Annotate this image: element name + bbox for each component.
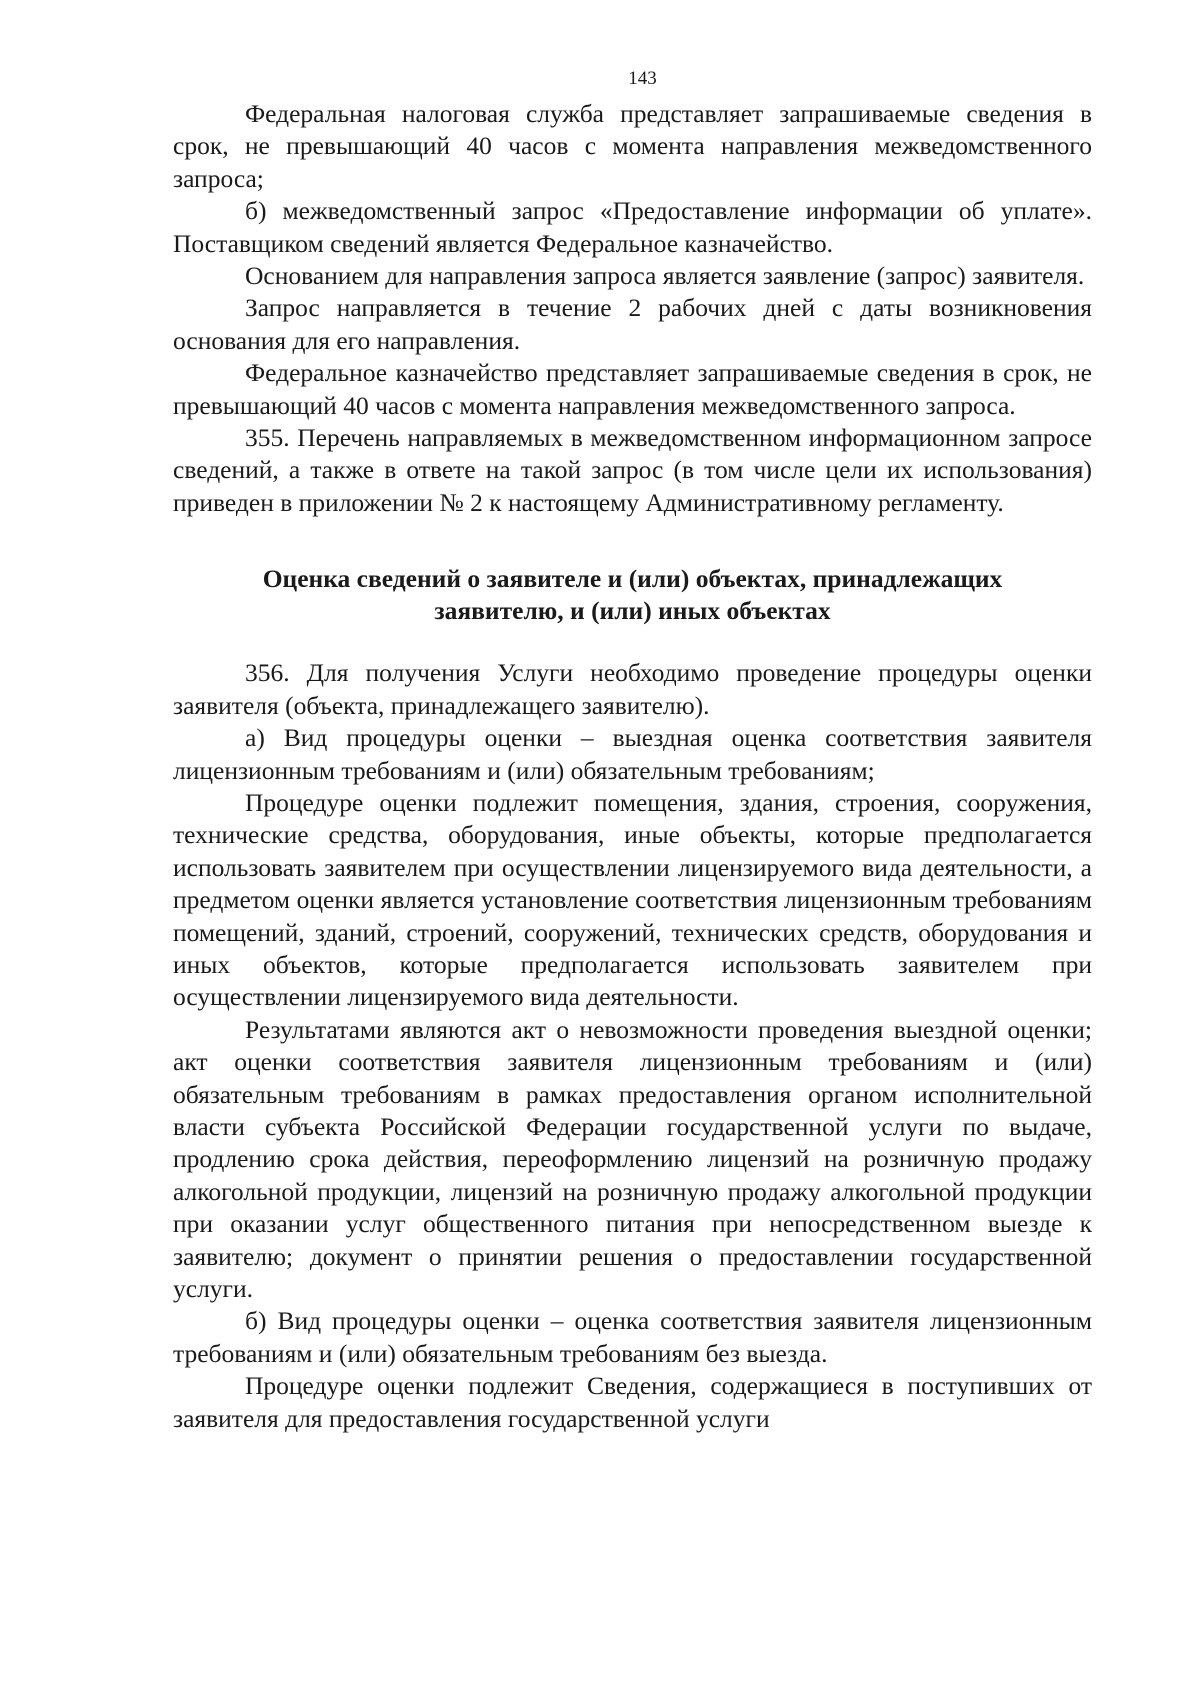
section-heading bbox=[173, 563, 1092, 627]
paragraph-assessment-subject: Процедуре оценки подлежит помещения, здания, строения, сооружения, технические средства, оборудования, иные объекты, которые предполагается использовать заявителем при осуществлении лицензируемого вида деятельности, а предметом оценки является установление соответствия лицензионным требованиям помещений, зданий, строений, сооружений, технических средств, оборудования и иных объектов, которые предполагается использовать заявителем при осуществлении лицензируемого вида деятельности. bbox=[173, 787, 1092, 1012]
paragraph-item-355: 355. Перечень направляемых в межведомственном информационном запросе сведений, а также в ответе на такой запрос (в том числе цели их использования) приведен в приложении № 2 к настоящему Административному регламенту. bbox=[173, 423, 1092, 517]
paragraph-assessment-b: б) Вид процедуры оценки – оценка соответствия заявителя лицензионным требованиям и (или) обязательным требованиям без выезда. bbox=[173, 1306, 1092, 1368]
paragraph-treasury-deadline: Федеральное казначейство представляет запрашиваемые сведения в срок, не превышающий 40 часов с момента направления межведомственного запроса. bbox=[173, 358, 1092, 420]
paragraph-assessment-results: Результатами являются акт о невозможности проведения выездной оценки; акт оценки соответствия заявителя лицензионным требованиям и (или) обязательным требованиям в рамках предоставления органом исполнительной власти субъекта Российской Федерации государственной услуги по выдаче, продлению срока действия, переоформлению лицензий на розничную продажу алкогольной продукции, лицензий на розничную продажу алкогольной продукции при оказании услуг общественного питания при непосредственном выезде к заявителю; документ о принятии решения о предоставлении государственной услуги. bbox=[173, 1014, 1092, 1303]
page-number: 143 bbox=[628, 68, 657, 89]
section-heading-line-1: Оценка сведений о заявителе и (или) объектах, принадлежащих bbox=[262, 564, 1003, 594]
paragraph-item-356: 356. Для получения Услуги необходимо проведение процедуры оценки заявителя (объекта, принадлежащего заявителю). bbox=[173, 658, 1092, 720]
paragraph-request-timing: Запрос направляется в течение 2 рабочих дней с даты возникновения основания для его направления. bbox=[173, 293, 1092, 355]
paragraph-assessment-a: а) Вид процедуры оценки – выездная оценка соответствия заявителя лицензионным требованиям и (или) обязательным требованиям; bbox=[173, 723, 1092, 785]
section-heading-line-2: заявителю, и (или) иных объектах bbox=[434, 596, 831, 626]
paragraph-request-basis: Основанием для направления запроса является заявление (запрос) заявителя. bbox=[245, 261, 1085, 291]
paragraph-fns-deadline: Федеральная налоговая служба представляет запрашиваемые сведения в срок, не превышающий 40 часов с момента направления межведомственного запроса; bbox=[173, 99, 1092, 193]
paragraph-assessment-b-subject: Процедуре оценки подлежит Сведения, содержащиеся в поступивших от заявителя для предоставления государственной услуги bbox=[173, 1371, 1092, 1433]
paragraph-request-b: б) межведомственный запрос «Предоставление информации об уплате». Поставщиком сведений является Федеральное казначейство. bbox=[173, 196, 1092, 258]
